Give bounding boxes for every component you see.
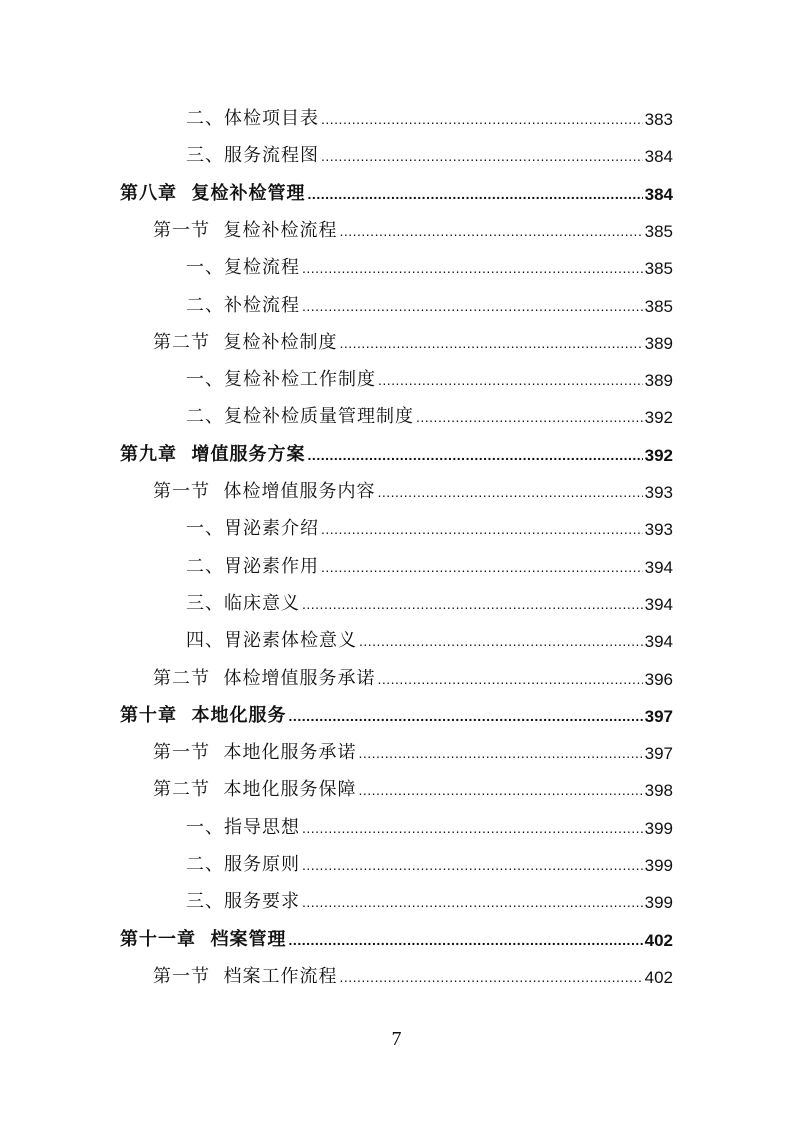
toc-entry-label: 第二节 复检补检制度	[153, 331, 338, 353]
toc-entry-label: 二、补检流程	[186, 294, 300, 316]
dot-leader	[321, 112, 643, 126]
toc-entry-label: 二、服务原则	[186, 854, 300, 875]
toc-entry[interactable]	[186, 809, 673, 839]
toc-entry-label: 三、临床意义	[186, 592, 300, 614]
toc-entry[interactable]	[186, 361, 673, 391]
toc-entry[interactable]	[186, 622, 673, 652]
toc-entry-label: 第一节 复检补检流程	[153, 219, 338, 241]
toc-entry-label: 第八章 复检补检管理	[120, 182, 306, 204]
toc-entry-page: 389	[644, 333, 673, 353]
dot-leader	[339, 224, 642, 238]
dot-leader	[302, 895, 643, 909]
toc-entry-label: 第二节 体检增值服务承诺	[153, 667, 376, 689]
dot-leader	[302, 858, 643, 872]
toc-entry-label: 第一节 档案工作流程	[153, 965, 338, 987]
toc-entry[interactable]	[186, 100, 673, 130]
toc-entry-label: 第十章 本地化服务	[120, 704, 287, 726]
toc-entry[interactable]	[186, 398, 673, 428]
dot-leader	[339, 336, 642, 350]
toc-entry[interactable]	[186, 287, 673, 317]
toc-section-entry[interactable]	[153, 771, 673, 801]
toc-section-entry[interactable]	[153, 734, 673, 764]
toc-entry-label: 一、指导思想	[186, 816, 300, 838]
toc-entry-label: 第十一章 档案管理	[120, 928, 287, 950]
toc-entry-page: 389	[644, 371, 673, 391]
toc-section-entry[interactable]	[153, 212, 673, 242]
toc-section-entry[interactable]	[153, 958, 673, 988]
toc-entry-page: 384	[644, 147, 673, 167]
toc-entry[interactable]	[186, 249, 673, 279]
toc-entry-label: 四、胃泌素体检意义	[186, 630, 357, 652]
toc-entry-page: 394	[644, 594, 673, 614]
toc-entry-page: 402	[644, 930, 673, 950]
dot-leader	[339, 970, 642, 984]
toc-chapter-entry[interactable]	[120, 921, 673, 951]
toc-entry-label: 二、体检项目表	[186, 108, 319, 129]
toc-entry-page: 393	[644, 520, 673, 540]
dot-leader	[308, 448, 643, 462]
dot-leader	[359, 634, 643, 648]
dot-leader	[358, 746, 642, 760]
page-number: 7	[391, 1028, 402, 1050]
toc-entry[interactable]	[186, 585, 673, 615]
toc-entry-label: 二、胃泌素作用	[186, 555, 319, 577]
dot-leader	[416, 410, 643, 424]
toc-entry-page: 393	[644, 483, 673, 502]
toc-entry-page: 397	[644, 744, 673, 764]
toc-entry-page: 399	[644, 818, 673, 838]
toc-entry-page: 385	[644, 221, 673, 241]
toc-entry-label: 三、服务流程图	[186, 145, 319, 167]
dot-leader	[378, 373, 643, 387]
dot-leader	[302, 299, 643, 313]
toc-entry-label: 第一节 体检增值服务内容	[153, 481, 376, 502]
dot-leader	[321, 560, 643, 574]
toc-entry[interactable]	[186, 510, 673, 540]
dot-leader	[358, 783, 642, 797]
toc-entry-label: 第九章 增值服务方案	[120, 443, 306, 465]
toc-entry-page: 383	[644, 110, 673, 129]
toc-entry-page: 397	[644, 706, 673, 726]
toc-entry-label: 一、复检流程	[186, 257, 300, 279]
toc-entry-label: 三、服务要求	[186, 891, 300, 913]
toc-entry-page: 385	[644, 296, 673, 316]
toc-entry-page: 394	[644, 557, 673, 577]
toc-entry-label: 一、复检补检工作制度	[186, 369, 376, 391]
toc-entry-page: 399	[644, 856, 673, 875]
toc-entry-page: 392	[644, 408, 673, 428]
toc-entry[interactable]	[186, 883, 673, 913]
toc-entry-page: 385	[644, 259, 673, 279]
toc-entry-page: 399	[644, 893, 673, 913]
toc-entry-page: 384	[644, 184, 673, 204]
dot-leader	[302, 597, 643, 611]
dot-leader	[308, 187, 643, 201]
toc-chapter-entry[interactable]	[120, 436, 673, 466]
toc-entry-label: 一、胃泌素介绍	[186, 518, 319, 540]
toc-entry-label: 二、复检补检质量管理制度	[186, 406, 414, 428]
toc-entry[interactable]	[186, 137, 673, 167]
toc-section-entry[interactable]	[153, 324, 673, 354]
toc-chapter-entry[interactable]	[120, 175, 673, 205]
toc-entry[interactable]	[186, 846, 673, 876]
toc-section-entry[interactable]	[153, 660, 673, 690]
dot-leader	[377, 672, 642, 686]
toc-entry-label: 第一节 本地化服务承诺	[153, 742, 357, 764]
toc-chapter-entry[interactable]	[120, 697, 673, 727]
dot-leader	[321, 149, 643, 163]
dot-leader	[302, 821, 643, 835]
toc-entry[interactable]	[186, 548, 673, 578]
dot-leader	[302, 261, 643, 275]
dot-leader	[289, 933, 643, 947]
toc-entry-page: 398	[644, 781, 673, 801]
toc-section-entry[interactable]	[153, 473, 673, 503]
dot-leader	[377, 485, 642, 499]
dot-leader	[289, 709, 643, 723]
toc-entry-page: 402	[644, 967, 673, 987]
toc-entry-page: 392	[644, 445, 673, 465]
toc-entry-page: 396	[644, 669, 673, 689]
toc-entry-page: 394	[644, 632, 673, 652]
toc-entry-label: 第二节 本地化服务保障	[153, 779, 357, 801]
dot-leader	[321, 522, 643, 536]
